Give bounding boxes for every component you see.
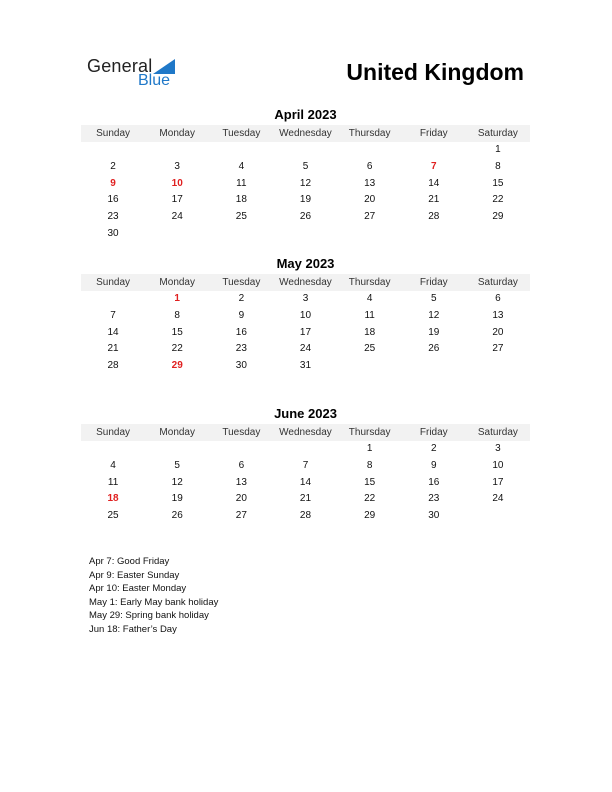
weekday-header-row <box>81 125 530 142</box>
day-cell: 30 <box>428 510 440 521</box>
day-cell <box>402 226 466 243</box>
holiday-notes <box>89 555 218 636</box>
day-cell <box>209 226 273 243</box>
logo-text-blue: Blue <box>138 72 171 89</box>
logo-text-general: General <box>87 56 153 76</box>
day-cell <box>273 441 337 458</box>
day-cell: 28 <box>107 360 119 371</box>
day-cell: 19 <box>171 493 183 505</box>
day-cell <box>81 142 145 159</box>
day-cell: 23 <box>428 493 440 505</box>
holiday-note: Apr 10: Easter Monday <box>89 583 187 594</box>
day-cell: 19 <box>299 194 312 206</box>
day-cell: 4 <box>110 459 116 471</box>
day-cell: 23 <box>235 343 247 355</box>
day-cell: 20 <box>492 326 504 338</box>
day-cell: 29 <box>492 211 504 222</box>
day-cell-holiday: 1 <box>174 293 180 304</box>
day-cell: 11 <box>364 309 375 321</box>
day-cell <box>338 358 402 375</box>
day-cell: 9 <box>238 309 245 321</box>
day-cell: 14 <box>428 177 440 189</box>
day-cell <box>338 142 402 159</box>
day-cell-holiday: 18 <box>107 493 119 505</box>
day-cell <box>209 441 273 458</box>
day-cell <box>209 142 273 159</box>
week-row <box>81 475 530 492</box>
generalblue-logo <box>87 56 197 92</box>
weekday-label: Friday <box>419 128 448 139</box>
day-cell: 14 <box>299 476 312 488</box>
day-cell <box>81 291 145 308</box>
day-cell-holiday: 7 <box>430 160 437 172</box>
day-cell: 27 <box>235 510 247 521</box>
weekday-header-row <box>81 274 530 291</box>
week-row <box>81 192 530 209</box>
weekday-label: Saturday <box>477 128 518 139</box>
day-cell: 22 <box>364 493 376 505</box>
day-cell: 6 <box>495 293 501 304</box>
day-cell <box>145 441 209 458</box>
day-cell: 20 <box>235 493 247 505</box>
day-cell: 16 <box>107 194 119 206</box>
day-cell: 5 <box>430 293 437 304</box>
day-cell: 17 <box>171 194 183 206</box>
day-cell-holiday: 29 <box>171 360 183 371</box>
week-row <box>81 159 530 176</box>
weekday-label: Thursday <box>348 277 391 288</box>
day-cell: 25 <box>107 510 119 521</box>
day-cell <box>402 358 466 375</box>
day-cell: 30 <box>107 227 119 239</box>
day-cell: 4 <box>238 160 245 172</box>
day-cell: 15 <box>171 326 183 338</box>
day-cell-holiday: 9 <box>110 177 116 189</box>
day-cell: 24 <box>299 343 312 355</box>
day-cell: 7 <box>302 459 309 471</box>
day-cell: 18 <box>235 194 247 206</box>
month-title: May 2023 <box>276 256 335 271</box>
weekday-label: Tuesday <box>222 277 261 288</box>
day-cell: 19 <box>428 326 440 338</box>
holiday-note: May 29: Spring bank holiday <box>89 610 209 621</box>
day-cell: 25 <box>235 211 247 222</box>
week-row <box>81 458 530 475</box>
week-row <box>81 291 530 308</box>
day-cell: 26 <box>171 510 183 521</box>
day-cell <box>402 142 466 159</box>
holiday-note: Jun 18: Father’s Day <box>89 623 177 635</box>
day-cell: 2 <box>430 443 437 454</box>
day-cell: 10 <box>492 459 504 471</box>
month-title: June 2023 <box>274 406 337 421</box>
day-cell: 13 <box>492 309 504 321</box>
day-cell <box>81 441 145 458</box>
week-row <box>81 142 530 159</box>
day-cell: 23 <box>107 211 119 222</box>
day-cell: 21 <box>428 194 440 206</box>
weekday-label: Wednesday <box>279 427 332 438</box>
day-cell: 1 <box>495 144 501 155</box>
week-row <box>81 341 530 358</box>
month-block <box>81 406 530 525</box>
weekday-label: Monday <box>159 128 195 139</box>
week-row <box>81 508 530 525</box>
day-cell: 22 <box>171 343 183 355</box>
holiday-note: Apr 7: Good Friday <box>89 556 170 567</box>
day-cell: 11 <box>107 476 119 488</box>
day-cell: 17 <box>492 476 504 488</box>
day-cell: 27 <box>364 211 376 222</box>
week-row <box>81 325 530 342</box>
day-cell: 29 <box>364 510 376 521</box>
day-cell: 8 <box>495 160 501 172</box>
day-cell: 15 <box>492 177 504 189</box>
day-cell: 20 <box>364 194 376 206</box>
day-cell: 6 <box>366 160 373 172</box>
day-cell: 4 <box>366 293 373 304</box>
day-cell: 26 <box>428 343 440 355</box>
day-cell: 3 <box>495 443 501 454</box>
weekday-label: Saturday <box>477 427 518 438</box>
week-row <box>81 491 530 508</box>
day-cell: 10 <box>299 309 312 321</box>
day-cell: 12 <box>428 309 440 321</box>
day-cell <box>338 226 402 243</box>
day-cell: 13 <box>235 476 247 488</box>
day-cell-holiday: 10 <box>171 177 183 189</box>
month-block <box>81 256 530 375</box>
weekday-label: Thursday <box>348 427 391 438</box>
day-cell: 16 <box>428 476 440 488</box>
day-cell: 12 <box>171 476 183 488</box>
holiday-note: Apr 9: Easter Sunday <box>89 569 180 581</box>
week-row <box>81 176 530 193</box>
day-cell <box>273 142 337 159</box>
month-block <box>81 107 530 243</box>
weekday-label: Tuesday <box>222 128 261 139</box>
day-cell: 8 <box>174 309 180 321</box>
weekday-label: Monday <box>159 277 195 288</box>
day-cell: 12 <box>299 177 312 189</box>
week-row <box>81 209 530 226</box>
week-row <box>81 308 530 325</box>
day-cell: 6 <box>238 459 245 471</box>
month-title: April 2023 <box>274 107 337 122</box>
day-cell: 9 <box>430 459 437 471</box>
week-row <box>81 226 530 243</box>
weekday-label: Friday <box>419 427 448 438</box>
weekday-label: Sunday <box>96 128 131 139</box>
day-cell <box>273 226 337 243</box>
day-cell: 2 <box>238 293 245 304</box>
day-cell: 21 <box>299 493 312 505</box>
weekday-label: Friday <box>419 277 448 288</box>
country-title: United Kingdom <box>346 59 524 85</box>
day-cell <box>466 358 530 375</box>
day-cell: 5 <box>174 459 180 471</box>
day-cell: 15 <box>364 476 376 488</box>
day-cell <box>145 142 209 159</box>
weekday-label: Sunday <box>96 427 131 438</box>
day-cell <box>466 226 530 243</box>
day-cell: 28 <box>299 510 312 521</box>
day-cell: 13 <box>364 177 376 189</box>
weekday-label: Saturday <box>477 277 518 288</box>
day-cell: 22 <box>492 194 504 206</box>
weekday-label: Tuesday <box>222 427 261 438</box>
day-cell: 3 <box>302 293 309 304</box>
day-cell: 1 <box>366 443 373 454</box>
day-cell: 30 <box>235 360 247 371</box>
day-cell: 2 <box>110 160 116 172</box>
holiday-note: May 1: Early May bank holiday <box>89 596 219 608</box>
day-cell: 14 <box>107 326 119 338</box>
day-cell: 8 <box>366 459 373 471</box>
day-cell: 28 <box>428 211 440 222</box>
weekday-header-row <box>81 424 530 441</box>
weekday-label: Monday <box>159 427 195 438</box>
day-cell: 25 <box>364 343 376 355</box>
day-cell: 21 <box>107 343 119 355</box>
weekday-label: Sunday <box>96 277 131 288</box>
day-cell: 11 <box>236 177 247 189</box>
day-cell: 31 <box>299 360 312 371</box>
weekday-label: Wednesday <box>279 277 332 288</box>
day-cell: 16 <box>235 326 247 338</box>
day-cell: 24 <box>171 211 183 222</box>
day-cell: 26 <box>299 211 312 222</box>
day-cell: 17 <box>299 326 312 338</box>
weekday-label: Wednesday <box>279 128 332 139</box>
day-cell: 18 <box>364 326 376 338</box>
day-cell: 24 <box>492 493 504 505</box>
day-cell: 5 <box>302 160 309 172</box>
weekday-label: Thursday <box>348 128 391 139</box>
day-cell: 3 <box>174 160 180 172</box>
day-cell <box>466 508 530 525</box>
week-row <box>81 441 530 458</box>
day-cell: 7 <box>110 309 116 321</box>
day-cell <box>145 226 209 243</box>
week-row <box>81 358 530 375</box>
day-cell: 27 <box>492 343 504 355</box>
